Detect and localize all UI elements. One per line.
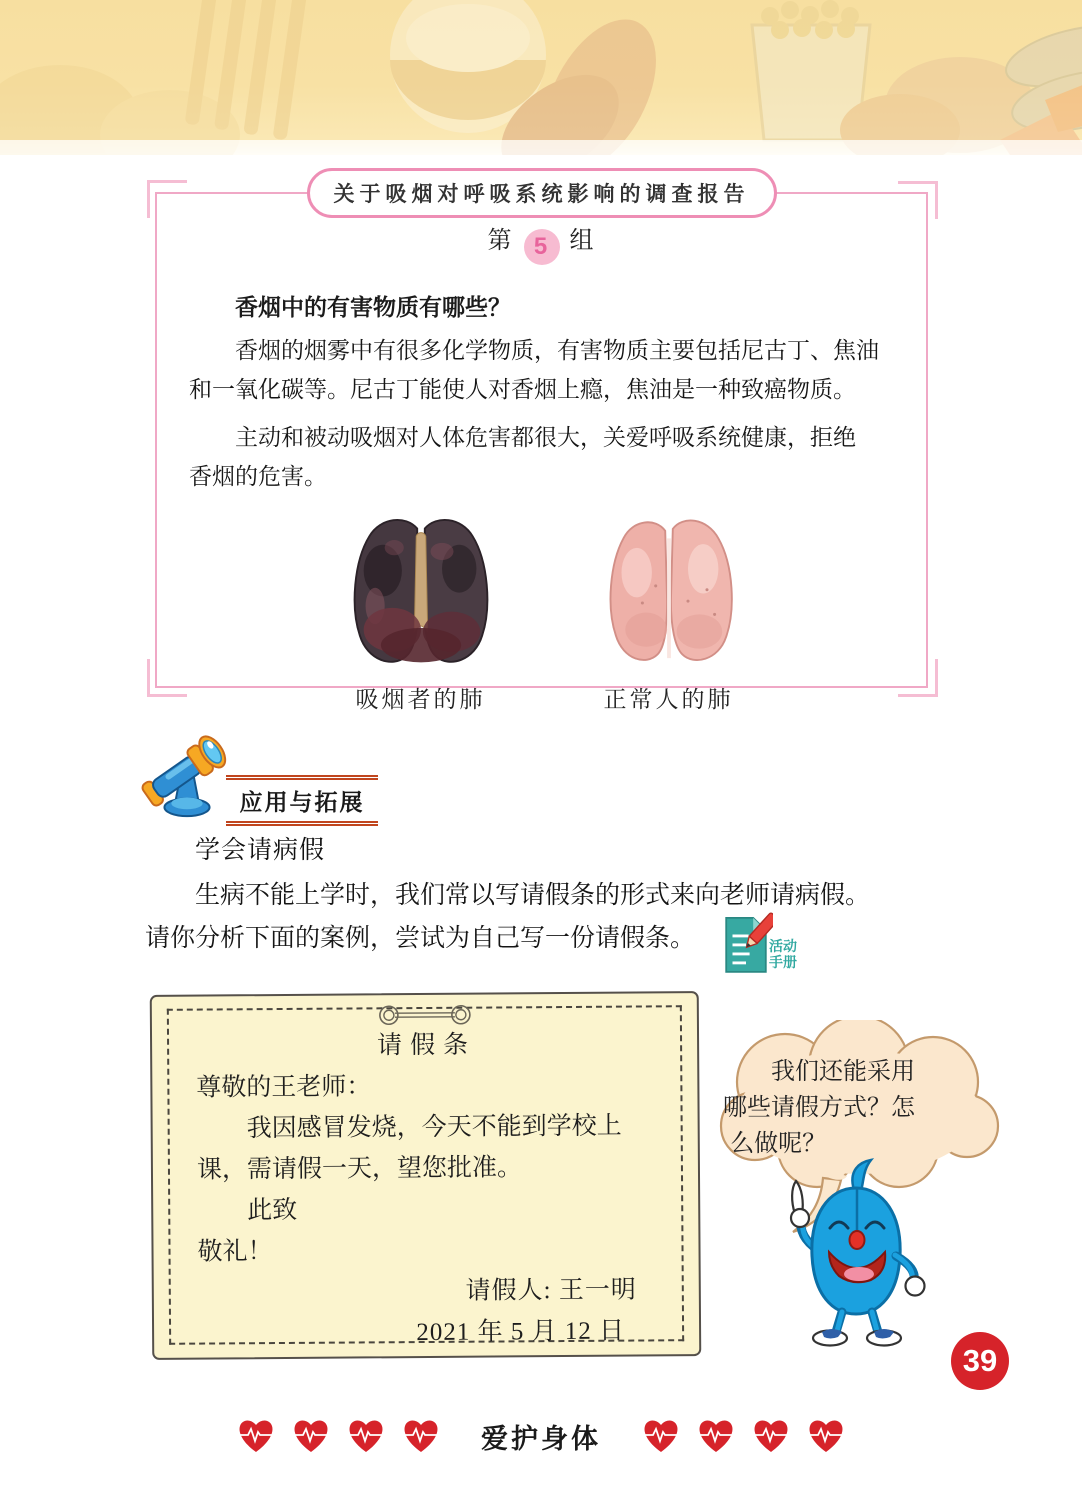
heart-ekg-icon [805, 1416, 847, 1456]
note-closing: 此致 [247, 1196, 298, 1225]
handbook-label-line: 手册 [769, 954, 797, 970]
handbook-icon [719, 912, 773, 976]
note-title: 请假条 [376, 1031, 477, 1060]
handbook-label-line: 活动 [769, 938, 797, 954]
intro-line: 请你分析下面的案例，尝试为自己写一份请假条。 [145, 925, 696, 952]
paragraph-line: 和一氧化碳等。尼古丁能使人对香烟上瘾，焦油是一种致癌物质。 [189, 377, 856, 402]
heart-ekg-icon [750, 1416, 792, 1456]
paragraph-line: 主动和被动吸烟对人体危害都很大，关爱呼吸系统健康，拒绝 [235, 425, 856, 450]
handbook-label [769, 938, 797, 970]
speech-line: 哪些请假方式？怎 [723, 1095, 915, 1121]
smoker-lung-caption: 吸烟者的肺 [355, 687, 486, 712]
group-suffix: 组 [569, 228, 596, 254]
note-date: 2021 年 5 月 12 日 [416, 1317, 626, 1347]
note-body-line: 我因感冒发烧，今天不能到学校上 [246, 1112, 622, 1143]
report-box [155, 183, 928, 712]
heart-ekg-icon [640, 1416, 682, 1456]
heart-ekg-icon [400, 1416, 442, 1456]
food-banner-art [0, 0, 1082, 155]
section-header: 应用与拓展 [226, 775, 378, 826]
leave-note-content [196, 1023, 659, 1354]
footer [0, 1416, 1082, 1456]
lung-comparison [189, 514, 890, 714]
activity-handbook-link [719, 912, 797, 976]
speech-line: 我们还能采用 [771, 1059, 915, 1085]
page-number: 39 [962, 1343, 998, 1378]
healthy-lung-image [593, 514, 745, 674]
leave-note-paper [150, 991, 702, 1360]
speech-line: 么做呢？ [730, 1131, 827, 1157]
intro-line: 生病不能上学时，我们常以写请假条的形式来向老师请病假。 [195, 882, 871, 909]
note-signer: 请假人: 王一明 [465, 1276, 637, 1305]
paragraph-line: 香烟的危害。 [189, 464, 327, 489]
mascot-speech-text [723, 1054, 935, 1162]
heart-ekg-icon [345, 1416, 387, 1456]
heart-ekg-icon [695, 1416, 737, 1456]
report-paragraph-2 [189, 418, 890, 496]
heart-ekg-icon [290, 1416, 332, 1456]
mascot-character-icon [778, 1158, 933, 1353]
group-prefix: 第 [487, 228, 514, 254]
smoker-lung-figure [335, 514, 507, 714]
smoker-lung-image [335, 514, 507, 674]
section-subheading: 学会请病假 [195, 836, 326, 864]
note-salutation: 尊敬的王老师： [196, 1073, 372, 1102]
healthy-lung-caption: 正常人的肺 [603, 687, 734, 712]
footer-slogan: 爱护身体 [481, 1423, 601, 1454]
report-title: 关于吸烟对呼吸系统影响的调查报告 [307, 168, 777, 218]
report-question: 香烟中的有害物质有哪些？ [235, 294, 511, 320]
heart-ekg-icon [235, 1416, 277, 1456]
note-closing: 敬礼！ [197, 1238, 273, 1266]
group-number-badge: 5 [524, 229, 560, 265]
food-banner-image [0, 0, 1082, 155]
telescope-icon [133, 718, 241, 827]
paragraph-line: 香烟的烟雾中有很多化学物质，有害物质主要包括尼古丁、焦油 [235, 338, 879, 363]
section-intro [145, 874, 960, 960]
page-number-badge [951, 1332, 1009, 1390]
healthy-lung-figure [593, 514, 745, 714]
group-line [157, 220, 926, 265]
report-paragraph-1 [189, 331, 890, 409]
note-body-line: 课，需请假一天，望您批准。 [196, 1154, 523, 1184]
